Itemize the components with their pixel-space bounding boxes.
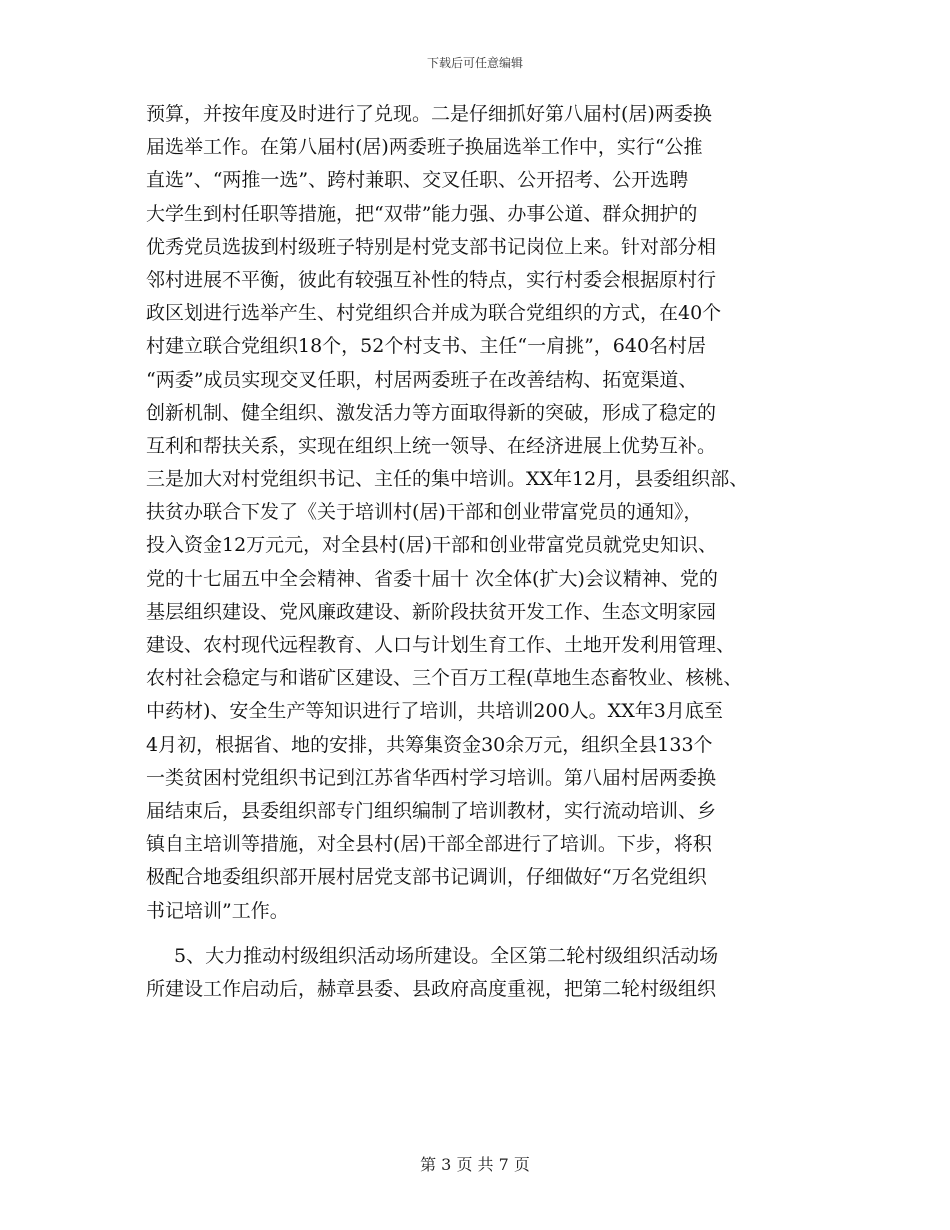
text-line: 中药材)、安全生产等知识进行了培训，共培训200人。XX年3月底至: [146, 700, 723, 723]
text-line: 扶贫办联合下发了《关于培训村(居)干部和创业带富党员的通知》，: [146, 501, 703, 524]
text-line: 创新机制、健全组织、激发活力等方面取得新的突破，形成了稳定的: [146, 401, 717, 424]
text-line: 书记培训”工作。: [146, 899, 289, 922]
paragraph-start-line: 5、大力推动村级组织活动场所建设。全区第二轮村级组织活动场: [174, 944, 719, 967]
text-line: 建设、农村现代远程教育、人口与计划生育工作、土地开发利用管理、: [146, 634, 736, 656]
text-line: 互利和帮扶关系，实现在组织上统一领导、在经济进展上优势互补。: [146, 434, 717, 457]
text-line: 预算，并按年度及时进行了兑现。二是仔细抓好第八届村(居)两委换: [146, 103, 712, 125]
text-line: 农村社会稳定与和谐矿区建设、三个百万工程(草地生态畜牧业、核桃、: [146, 667, 743, 690]
text-line: 届选举工作。在第八届村(居)两委班子换届选举工作中，实行“公推: [146, 136, 703, 159]
text-line: 基层组织建设、党风廉政建设、新阶段扶贫开发工作、生态文明家园: [146, 600, 717, 623]
text-line: 极配合地委组织部开展村居党支部书记调训，仔细做好“万名党组织: [146, 866, 707, 889]
text-line: “两委”成员实现交叉任职，村居两委班子在改善结构、拓宽渠道、: [146, 368, 698, 391]
text-line: 届结束后，县委组织部专门组织编制了培训教材，实行流动培训、乡: [146, 799, 717, 822]
text-line: 邻村进展不平衡，彼此有较强互补性的特点，实行村委会根据原村行: [146, 268, 717, 291]
text-line: 优秀党员选拔到村级班子特别是村党支部书记岗位上来。针对部分相: [146, 235, 717, 258]
text-line: 所建设工作启动后，赫章县委、县政府高度重视，把第二轮村级组织: [146, 977, 717, 1000]
text-line: 村建立联合党组织18个，52个村支书、主任“一肩挑”，640名村居: [146, 335, 707, 358]
text-line: 大学生到村任职等措施，把“双带”能力强、办事公道、群众拥护的: [146, 202, 698, 225]
text-line: 一类贫困村党组织书记到江苏省华西村学习培训。第八届村居两委换: [146, 766, 717, 789]
text-line: 三是加大对村党组织书记、主任的集中培训。XX年12月，县委组织部、: [146, 468, 749, 491]
text-line: 政区划进行选举产生、村党组织合并成为联合党组织的方式，在40个: [146, 302, 722, 325]
text-line: 党的十七届五中全会精神、省委十届十 次全体(扩大)会议精神、党的: [146, 567, 718, 590]
text-line: 直选”、“两推一选”、跨村兼职、交叉任职、公开招考、公开选聘: [146, 169, 689, 192]
text-line: 4月初，根据省、地的安排，共筹集资金30余万元，组织全县133个: [146, 733, 713, 756]
page-number: 第 3 页 共 7 页: [420, 1155, 530, 1174]
page-header: 下载后可任意编辑: [426, 56, 523, 70]
text-line: 镇自主培训等措施，对全县村(居)干部全部进行了培训。下步，将积: [146, 833, 712, 856]
document-body: [146, 98, 806, 1006]
text-line: 投入资金12万元元，对全县村(居)干部和创业带富党员就党史知识、: [146, 534, 718, 557]
